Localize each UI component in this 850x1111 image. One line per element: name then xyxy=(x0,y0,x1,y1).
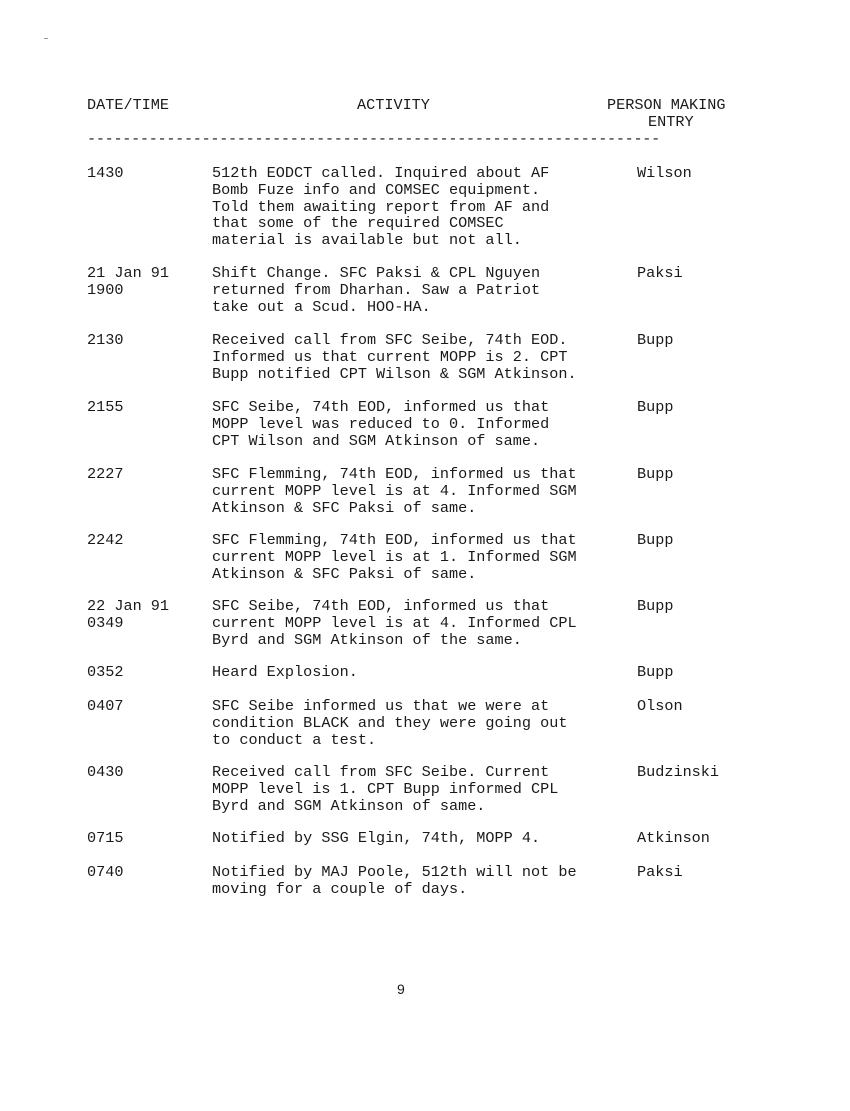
entry-person: Olson xyxy=(637,697,683,715)
entry-person: Wilson xyxy=(637,164,692,182)
entry-date-time: 2155 xyxy=(87,398,124,416)
scan-artifact xyxy=(44,38,48,39)
header-divider: ----------------------------------------------------------------- xyxy=(87,130,660,148)
entry-date-time: 0740 xyxy=(87,863,124,881)
entry-activity: SFC Flemming, 74th EOD, informed us that current MOPP level is at 1. Informed SGM Atkinson & SFC Paksi of same. xyxy=(212,531,577,583)
entry-person: Paksi xyxy=(637,863,683,881)
entry-person: Bupp xyxy=(637,597,674,615)
entry-date-time: 0715 xyxy=(87,829,124,847)
page-number: 9 xyxy=(397,981,405,997)
entry-activity: Received call from SFC Seibe. Current MOPP level is 1. CPT Bupp informed CPL Byrd and SGM Atkinson of same. xyxy=(212,763,559,815)
entry-date-time: 0430 xyxy=(87,763,124,781)
entry-activity: SFC Seibe, 74th EOD, informed us that MOPP level was reduced to 0. Informed CPT Wilson and SGM Atkinson of same. xyxy=(212,398,550,450)
entry-person: Bupp xyxy=(637,465,674,483)
entry-person: Bupp xyxy=(637,331,674,349)
entry-person: Bupp xyxy=(637,663,674,681)
entry-person: Bupp xyxy=(637,531,674,549)
entry-activity: Heard Explosion. xyxy=(212,663,358,681)
entry-activity: SFC Seibe, 74th EOD, informed us that current MOPP level is at 4. Informed CPL Byrd and SGM Atkinson of the same. xyxy=(212,597,577,649)
header-activity: ACTIVITY xyxy=(357,96,430,114)
entry-date-time: 2130 xyxy=(87,331,124,349)
entry-person: Atkinson xyxy=(637,829,710,847)
entry-date-time: 2227 xyxy=(87,465,124,483)
entry-activity: Shift Change. SFC Paksi & CPL Nguyen returned from Dharhan. Saw a Patriot take out a Scud. HOO-HA. xyxy=(212,264,541,316)
entry-activity: Notified by SSG Elgin, 74th, MOPP 4. xyxy=(212,829,541,847)
entry-activity: 512th EODCT called. Inquired about AF Bomb Fuze info and COMSEC equipment. Told them awaiting report from AF and that some of the required COMSEC material is available but not all. xyxy=(212,164,550,250)
entry-activity: Notified by MAJ Poole, 512th will not be moving for a couple of days. xyxy=(212,863,577,898)
entry-person: Bupp xyxy=(637,398,674,416)
header-date-time: DATE/TIME xyxy=(87,96,170,114)
entry-date-time: 0352 xyxy=(87,663,124,681)
entry-date-time: 22 Jan 91 0349 xyxy=(87,597,170,632)
entry-date-time: 21 Jan 91 1900 xyxy=(87,264,170,299)
entry-activity: Received call from SFC Seibe, 74th EOD. Informed us that current MOPP is 2. CPT Bupp notified CPT Wilson & SGM Atkinson. xyxy=(212,331,577,383)
entry-activity: SFC Seibe informed us that we were at condition BLACK and they were going out to conduct a test. xyxy=(212,697,568,749)
entry-person: Paksi xyxy=(637,264,683,282)
entry-date-time: 0407 xyxy=(87,697,124,715)
entry-date-time: 2242 xyxy=(87,531,124,549)
entry-date-time: 1430 xyxy=(87,164,124,182)
entry-activity: SFC Flemming, 74th EOD, informed us that current MOPP level is at 4. Informed SGM Atkinson & SFC Paksi of same. xyxy=(212,465,577,517)
header-person-making: PERSON MAKING xyxy=(607,96,726,114)
header-entry: ENTRY xyxy=(648,113,694,131)
entry-person: Budzinski xyxy=(637,763,720,781)
